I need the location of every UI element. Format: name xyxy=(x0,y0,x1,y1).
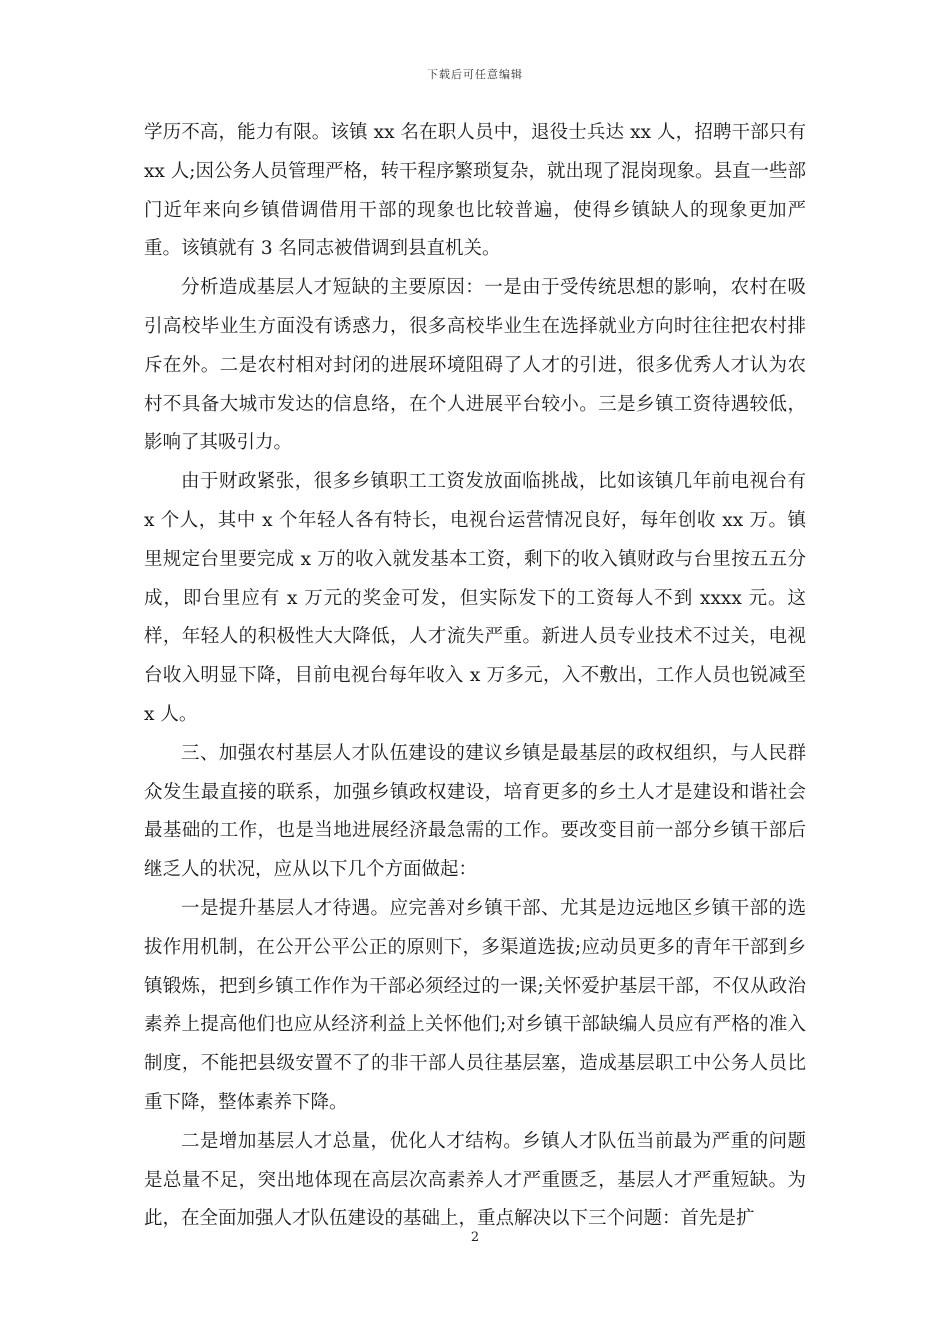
paragraph-5: 一是提升基层人才待遇。应完善对乡镇干部、尤其是边远地区乡镇干部的选拔作用机制，在公开公平公正的原则下，多渠道选拔;应动员更多的青年干部到乡镇锻炼，把到乡镇工作作为干部必须经过的一课;关怀爱护基层干部，不仅从政治素养上提高他们也应从经济利益上关怀他们;对乡镇干部缺编人员应有严格的准入制度，不能把县级安置不了的非干部人员往基层塞，造成基层职工中公务人员比重下降，整体素养下降。 xyxy=(144,897,806,1113)
document-body xyxy=(144,114,806,1239)
page-number: 2 xyxy=(470,1230,480,1245)
paragraph-2: 分析造成基层人才短缺的主要原因：一是由于受传统思想的影响，农村在吸引高校毕业生方面没有诱惑力，很多高校毕业生在选择就业方向时往往把农村排斥在外。二是农村相对封闭的进展环境阻碍了人才的引进，很多优秀人才认为农村不具备大城市发达的信息络，在个人进展平台较小。三是乡镇工资待遇较低，影响了其吸引力。 xyxy=(144,277,806,454)
paragraph-1: 学历不高，能力有限。该镇 xx 名在职人员中，退役士兵达 xx 人，招聘干部只有 xx 人;因公务人员管理严格，转干程序繁琐复杂，就出现了混岗现象。县直一些部门近年来向乡镇借调借用干部的现象也比较普遍，使得乡镇缺人的现象更加严重。该镇就有 3 名同志被借调到县直机关。 xyxy=(144,122,806,260)
paragraph-4: 三、加强农村基层人才队伍建设的建议乡镇是最基层的政权组织，与人民群众发生最直接的联系，加强乡镇政权建设，培育更多的乡土人才是建设和谐社会最基础的工作，也是当地进展经济最急需的工作。要改变目前一部分乡镇干部后继乏人的状况，应从以下几个方面做起： xyxy=(144,742,806,881)
paragraph-3: 由于财政紧张，很多乡镇职工工资发放面临挑战，比如该镇几年前电视台有 x 个人，其中 x 个年轻人各有特长，电视台运营情况良好，每年创收 xx 万。镇里规定台里要完成 x 万的收入就发基本工资，剩下的收入镇财政与台里按五五分成，即台里应有 x 万元的奖金可发，但实际发下的工资每人不到 xxxx 元。这样，年轻人的积极性大大降低，人才流失严重。新进人员专业技术不过关，电视台收入明显下降，目前电视台每年收入 x 万多元，入不敷出，工作人员也锐减至 x 人。 xyxy=(144,471,806,725)
paragraph-6: 二是增加基层人才总量，优化人才结构。乡镇人才队伍当前最为严重的问题是总量不足，突出地体现在高层次高素养人才严重匮乏，基层人才严重短缺。为此，在全面加强人才队伍建设的基础上，重点解决以下三个问题：首先是扩 xyxy=(144,1130,806,1230)
page-header: 下载后可任意编辑 xyxy=(427,68,523,81)
